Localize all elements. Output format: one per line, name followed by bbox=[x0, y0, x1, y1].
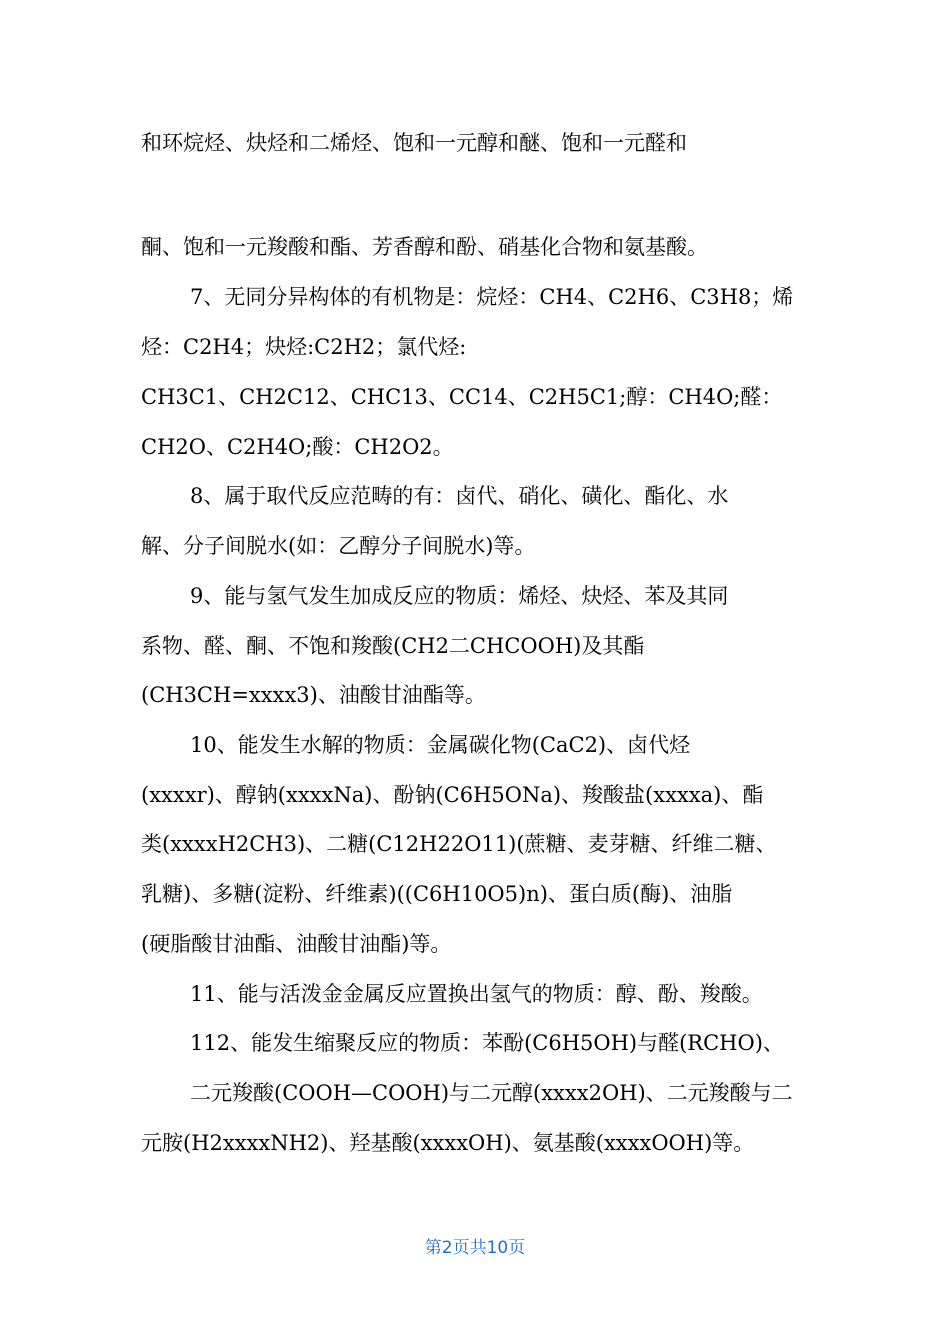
page-number-label: 第2页共10页 bbox=[424, 1238, 526, 1258]
text-line-6: CH2O、C2H4O;酸：CH2O2。 bbox=[141, 435, 454, 459]
text-line-19: 二元羧酸(COOH—COOH)与二元醇(xxxx2OH)、二元羧酸与二 bbox=[190, 1081, 793, 1105]
text-line-5: CH3C1、CH2C12、CHC13、CC14、C2H5C1;醇：CH4O;醛： bbox=[141, 385, 783, 409]
text-line-15: 乳糖)、多糖(淀粉、纤维素)((C6H10O5)n)、蛋白质(酶)、油脂 bbox=[141, 882, 733, 906]
text-line-8: 解、分子间脱水(如：乙醇分子间脱水)等。 bbox=[141, 534, 536, 558]
text-line-13: (xxxxr)、醇钠(xxxxNa)、酚钠(C6H5ONa)、羧酸盐(xxxxa)、酯 bbox=[141, 783, 764, 807]
text-line-2: 酮、饱和一元羧酸和酯、芳香醇和酚、硝基化合物和氨基酸。 bbox=[141, 235, 708, 259]
text-line-14: 类(xxxxH2CH3)、二糖(C12H22O11)(蔗糖、麦芽糖、纤维二糖、 bbox=[141, 832, 777, 856]
text-line-11: (CH3CH=xxxx3)、油酸甘油酯等。 bbox=[141, 683, 486, 707]
text-line-17: 11、能与活泼金金属反应置换出氢气的物质：醇、酚、羧酸。 bbox=[190, 982, 763, 1006]
text-line-10: 系物、醛、酮、不饱和羧酸(CH2二CHCOOH)及其酯 bbox=[141, 634, 645, 658]
text-line-20: 元胺(H2xxxxNH2)、羟基酸(xxxxOH)、氨基酸(xxxxOOH)等。 bbox=[141, 1131, 755, 1155]
text-line-3: 7、无同分异构体的有机物是：烷烃：CH4、C2H6、C3H8；烯 bbox=[190, 285, 794, 309]
text-line-16: (硬脂酸甘油酯、油酸甘油酯)等。 bbox=[141, 932, 452, 956]
text-line-12: 10、能发生水解的物质：金属碳化物(CaC2)、卤代烃 bbox=[190, 733, 691, 757]
text-line-18: 112、能发生缩聚反应的物质：苯酚(C6H5OH)与醛(RCHO)、 bbox=[190, 1031, 784, 1055]
text-line-7: 8、属于取代反应范畴的有：卤代、硝化、磺化、酯化、水 bbox=[190, 484, 729, 508]
text-line-4: 烃：C2H4；炔烃:C2H2；氯代烃: bbox=[141, 335, 467, 359]
text-line-9: 9、能与氢气发生加成反应的物质：烯烃、炔烃、苯及其同 bbox=[190, 584, 729, 608]
page-footer bbox=[0, 1236, 950, 1260]
text-line-1: 和环烷烃、炔烃和二烯烃、饱和一元醇和醚、饱和一元醛和 bbox=[141, 131, 687, 155]
